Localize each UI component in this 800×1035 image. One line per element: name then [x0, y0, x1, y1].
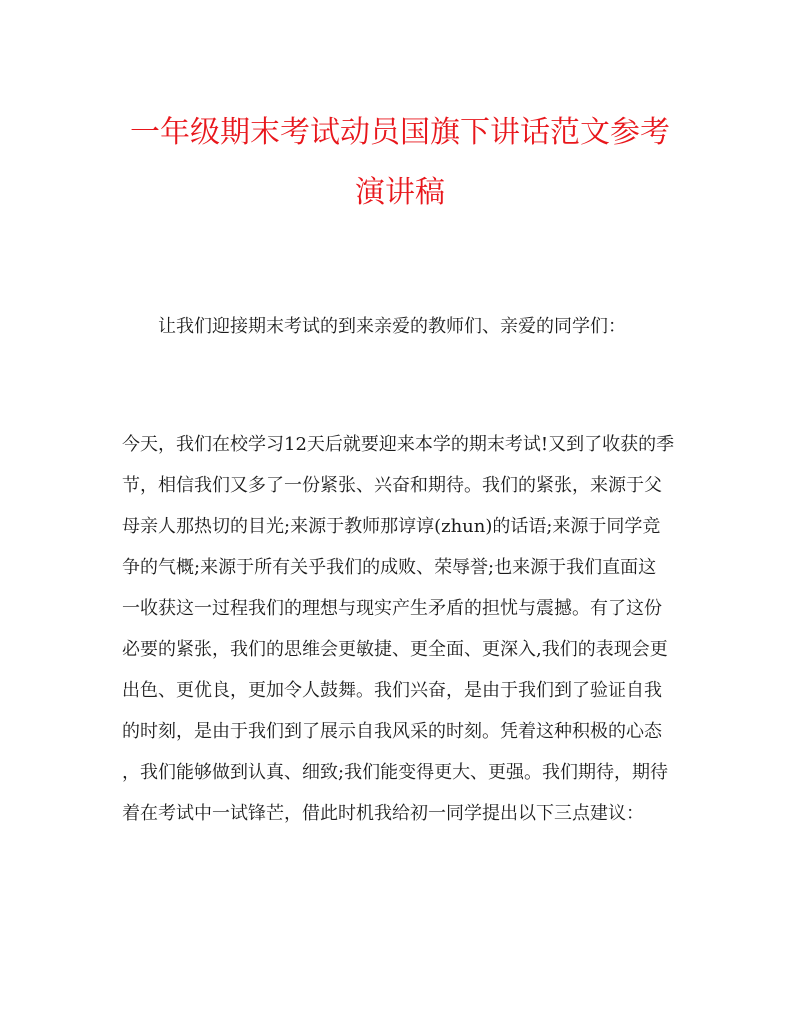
document-title-line-2: 演讲稿	[355, 175, 445, 210]
body-line: 一收获这一过程我们的理想与现实产生矛盾的担忧与震撼。有了这份	[122, 598, 662, 619]
body-line: 节，相信我们又多了一份紧张、兴奋和期待。我们的紧张，来源于父	[122, 475, 662, 496]
greeting-paragraph: 让我们迎接期末考试的到来亲爱的教师们、亲爱的同学们：	[158, 316, 626, 337]
body-line: 出色、更优良，更加令人鼓舞。我们兴奋，是由于我们到了验证自我	[122, 680, 662, 701]
document-title-line-1: 一年级期末考试动员国旗下讲话范文参考	[130, 115, 670, 150]
body-line: 今天，我们在校学习12天后就要迎来本学的期末考试!又到了收获的季	[122, 434, 675, 455]
body-line: 必要的紧张，我们的思维会更敏捷、更全面、更深入,我们的表现会更	[122, 639, 668, 660]
body-line: ，我们能够做到认真、细致;我们能变得更大、更强。我们期待，期待	[122, 762, 669, 783]
body-line: 母亲人那热切的目光;来源于教师那谆谆(zhun)的话语;来源于同学竞	[122, 516, 661, 537]
body-line: 的时刻，是由于我们到了展示自我风采的时刻。凭着这种积极的心态	[122, 721, 662, 742]
body-line: 争的气概;来源于所有关乎我们的成败、荣辱誉;也来源于我们直面这	[122, 557, 657, 578]
body-line: 着在考试中一试锋芒，借此时机我给初一同学提出以下三点建议：	[122, 803, 644, 824]
